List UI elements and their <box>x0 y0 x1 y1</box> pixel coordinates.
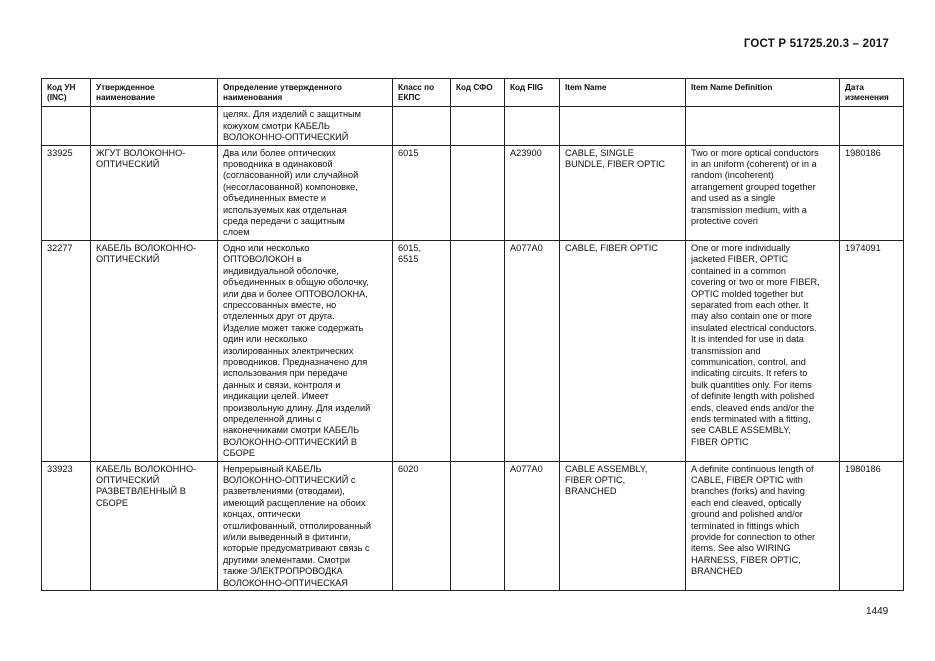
cell-definition: Непрерывный КАБЕЛЬ ВОЛОКОННО-ОПТИЧЕСКИЙ с разветвлениями (отводами), имеющий расщепление на обоих концах, оптически отшлифованный, отполированный и/или выведенный в фитинги, которые предусматривают связь с другими элементами. Смотри также ЭЛЕКТРОПРОВОДКА ВОЛОКОННО-ОПТИЧЕСКАЯ <box>218 461 393 590</box>
cell-item-name <box>560 107 686 145</box>
cell-change-date: 1974091 <box>840 240 904 461</box>
cell-ekps-class <box>393 107 451 145</box>
column-header-approved-name: Утвержденное наименование <box>91 79 218 107</box>
cell-item-name: CABLE, SINGLE BUNDLE, FIBER OPTIC <box>560 145 686 240</box>
cell-item-name-definition: One or more individually jacketed FIBER, OPTIC contained in a common covering or two or more FIBER, OPTIC molded together but separated from each other. It may also contain one or more insulated electrical conductors. It is intended for use in data transmission and communication, control, and indicating circuits. It refers to bulk quantities only. For items of definite length with polished ends, cleaved ends and/or the ends terminated with a fitting, see CABLE ASSEMBLY, FIBER OPTIC <box>686 240 840 461</box>
column-header-fiig-code: Код FIIG <box>505 79 560 107</box>
cell-item-name: CABLE, FIBER OPTIC <box>560 240 686 461</box>
cell-change-date: 1980186 <box>840 145 904 240</box>
cell-item-name: CABLE ASSEMBLY, FIBER OPTIC, BRANCHED <box>560 461 686 590</box>
cell-sfo-code <box>451 107 505 145</box>
cell-approved-name: ЖГУТ ВОЛОКОННО- ОПТИЧЕСКИЙ <box>91 145 218 240</box>
cell-inc <box>42 107 91 145</box>
column-header-sfo-code: Код СФО <box>451 79 505 107</box>
cell-sfo-code <box>451 461 505 590</box>
cell-fiig-code: A077A0 <box>505 461 560 590</box>
cell-item-name-definition <box>686 107 840 145</box>
table-row <box>42 145 904 240</box>
table-row <box>42 107 904 145</box>
cell-sfo-code <box>451 145 505 240</box>
cell-approved-name <box>91 107 218 145</box>
cell-fiig-code: A077A0 <box>505 240 560 461</box>
column-header-item-name: Item Name <box>560 79 686 107</box>
cell-ekps-class: 6020 <box>393 461 451 590</box>
document-standard-header: ГОСТ Р 51725.20.3 – 2017 <box>743 38 889 50</box>
cell-definition: Два или более оптических проводника в одинаковой (согласованной) или случайной (несогласованной) компоновке, объединенных вместе и используемых как отдельная среда передачи с защитным слоем <box>218 145 393 240</box>
page-number: 1449 <box>866 606 889 617</box>
column-header-change-date: Дата изменения <box>840 79 904 107</box>
cell-ekps-class: 6015 <box>393 145 451 240</box>
cell-sfo-code <box>451 240 505 461</box>
column-header-inc: Код УН (INC) <box>42 79 91 107</box>
cell-fiig-code: A23900 <box>505 145 560 240</box>
table-row <box>42 461 904 590</box>
cell-change-date: 1980186 <box>840 461 904 590</box>
cell-approved-name: КАБЕЛЬ ВОЛОКОННО- ОПТИЧЕСКИЙ <box>91 240 218 461</box>
cell-ekps-class: 6015, 6515 <box>393 240 451 461</box>
cell-inc: 32277 <box>42 240 91 461</box>
cell-approved-name: КАБЕЛЬ ВОЛОКОННО- ОПТИЧЕСКИЙ РАЗВЕТВЛЕННЫЙ В СБОРЕ <box>91 461 218 590</box>
cell-fiig-code <box>505 107 560 145</box>
table-header-row <box>42 79 904 107</box>
cell-item-name-definition: Two or more optical conductors in an uniform (coherent) or in a random (incoherent) arrangement grouped together and used as a single transmission medium, with a protective coveri <box>686 145 840 240</box>
cell-inc: 33925 <box>42 145 91 240</box>
cell-definition: Одно или несколько ОПТОВОЛОКОН в индивидуальной оболочке, объединенных в общую оболочку, или два и более ОПТОВОЛОКНА, спрессованных вместе, но отделенных друг от друга. Изделие может также содержать один или несколько изолированных электрических проводников. Предназначено для использования при передаче данных и связи, контроля и индикации целей. Имеет произвольную длину. Для изделий определенной длины с наконечниками смотри КАБЕЛЬ ВОЛОКОННО-ОПТИЧЕСКИЙ В СБОРЕ <box>218 240 393 461</box>
catalog-table <box>41 78 904 591</box>
cell-item-name-definition: A definite continuous length of CABLE, FIBER OPTIC with branches (forks) and having each end cleaved, optically ground and polished and/or terminated in fittings which provide for connection to other items. See also WIRING HARNESS, FIBER OPTIC, BRANCHED <box>686 461 840 590</box>
column-header-item-name-definition: Item Name Definition <box>686 79 840 107</box>
column-header-definition: Определение утвержденного наименования <box>218 79 393 107</box>
cell-definition: целях. Для изделий с защитным кожухом смотри КАБЕЛЬ ВОЛОКОННО-ОПТИЧЕСКИЙ <box>218 107 393 145</box>
cell-change-date <box>840 107 904 145</box>
cell-inc: 33923 <box>42 461 91 590</box>
column-header-ekps-class: Класс по ЕКПС <box>393 79 451 107</box>
table-row <box>42 240 904 461</box>
